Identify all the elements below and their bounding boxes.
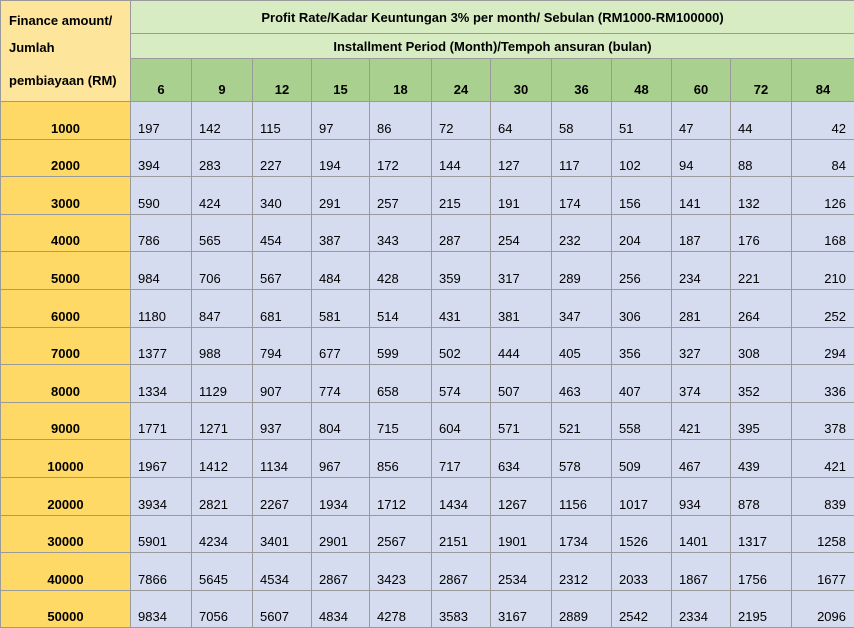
installment-value-cell: 264: [731, 289, 792, 327]
installment-value-cell: 5607: [253, 590, 312, 628]
installment-value-cell: 256: [612, 252, 672, 290]
installment-value-cell: 7056: [192, 590, 253, 628]
period-header-cell: 15: [312, 59, 370, 102]
table-row: [1, 252, 854, 290]
installment-value-cell: 232: [552, 214, 612, 252]
installment-value-cell: 1258: [792, 515, 854, 553]
period-header-cell: 36: [552, 59, 612, 102]
installment-value-cell: 967: [312, 440, 370, 478]
installment-value-cell: 51: [612, 102, 672, 140]
installment-value-cell: 715: [370, 402, 432, 440]
installment-value-cell: 847: [192, 289, 253, 327]
installment-value-cell: 1271: [192, 402, 253, 440]
installment-value-cell: 2033: [612, 553, 672, 591]
installment-value-cell: 294: [792, 327, 854, 365]
installment-value-cell: 407: [612, 365, 672, 403]
installment-value-cell: 127: [491, 139, 552, 177]
installment-period-subtitle: Installment Period (Month)/Tempoh ansuran (bulan): [131, 34, 854, 59]
installment-value-cell: 839: [792, 477, 854, 515]
installment-value-cell: 2821: [192, 477, 253, 515]
finance-amount-cell: 2000: [1, 139, 131, 177]
installment-value-cell: 132: [731, 177, 792, 215]
installment-value-cell: 5901: [131, 515, 192, 553]
installment-value-cell: 191: [491, 177, 552, 215]
period-header-cell: 72: [731, 59, 792, 102]
installment-value-cell: 176: [731, 214, 792, 252]
installment-value-cell: 221: [731, 252, 792, 290]
installment-value-cell: 774: [312, 365, 370, 403]
installment-value-cell: 252: [792, 289, 854, 327]
installment-value-cell: 359: [432, 252, 491, 290]
table-row: [1, 515, 854, 553]
installment-value-cell: 521: [552, 402, 612, 440]
installment-value-cell: 1867: [672, 553, 731, 591]
installment-value-cell: 405: [552, 327, 612, 365]
installment-value-cell: 2096: [792, 590, 854, 628]
installment-value-cell: 1434: [432, 477, 491, 515]
installment-value-cell: 327: [672, 327, 731, 365]
installment-value-cell: 558: [612, 402, 672, 440]
installment-value-cell: 2889: [552, 590, 612, 628]
installment-value-cell: 194: [312, 139, 370, 177]
installment-value-cell: 144: [432, 139, 491, 177]
installment-value-cell: 514: [370, 289, 432, 327]
installment-value-cell: 1267: [491, 477, 552, 515]
installment-value-cell: 2534: [491, 553, 552, 591]
installment-value-cell: 1526: [612, 515, 672, 553]
installment-value-cell: 187: [672, 214, 731, 252]
installment-value-cell: 1317: [731, 515, 792, 553]
table-row: [1, 553, 854, 591]
installment-value-cell: 454: [253, 214, 312, 252]
installment-value-cell: 578: [552, 440, 612, 478]
installment-value-cell: 1756: [731, 553, 792, 591]
installment-value-cell: 677: [312, 327, 370, 365]
finance-amount-cell: 9000: [1, 402, 131, 440]
table-row: [1, 102, 854, 140]
installment-value-cell: 509: [612, 440, 672, 478]
installment-value-cell: 3934: [131, 477, 192, 515]
installment-value-cell: 356: [612, 327, 672, 365]
installment-value-cell: 1334: [131, 365, 192, 403]
period-header-cell: 18: [370, 59, 432, 102]
installment-value-cell: 283: [192, 139, 253, 177]
installment-value-cell: 174: [552, 177, 612, 215]
installment-value-cell: 3583: [432, 590, 491, 628]
installment-value-cell: 42: [792, 102, 854, 140]
finance-amount-cell: 7000: [1, 327, 131, 365]
installment-value-cell: 794: [253, 327, 312, 365]
period-header-cell: 60: [672, 59, 731, 102]
table-row: [1, 327, 854, 365]
installment-value-cell: 1134: [253, 440, 312, 478]
installment-value-cell: 58: [552, 102, 612, 140]
corner-line-2: Jumlah: [9, 34, 130, 61]
table-row: [1, 590, 854, 628]
installment-value-cell: 634: [491, 440, 552, 478]
installment-value-cell: 94: [672, 139, 731, 177]
installment-value-cell: 395: [731, 402, 792, 440]
installment-value-cell: 197: [131, 102, 192, 140]
installment-value-cell: 428: [370, 252, 432, 290]
installment-value-cell: 421: [672, 402, 731, 440]
installment-value-cell: 2567: [370, 515, 432, 553]
installment-value-cell: 126: [792, 177, 854, 215]
installment-value-cell: 257: [370, 177, 432, 215]
finance-amount-cell: 1000: [1, 102, 131, 140]
installment-value-cell: 44: [731, 102, 792, 140]
installment-value-cell: 97: [312, 102, 370, 140]
table-row: [1, 477, 854, 515]
installment-value-cell: 84: [792, 139, 854, 177]
installment-value-cell: 484: [312, 252, 370, 290]
installment-value-cell: 507: [491, 365, 552, 403]
period-header-cell: 6: [131, 59, 192, 102]
finance-amount-cell: 50000: [1, 590, 131, 628]
period-header-cell: 84: [792, 59, 854, 102]
table-body: [1, 102, 854, 628]
period-header-cell: 24: [432, 59, 491, 102]
installment-value-cell: 308: [731, 327, 792, 365]
installment-value-cell: 336: [792, 365, 854, 403]
installment-value-cell: 1967: [131, 440, 192, 478]
installment-value-cell: 2901: [312, 515, 370, 553]
installment-value-cell: 717: [432, 440, 491, 478]
installment-value-cell: 5645: [192, 553, 253, 591]
installment-value-cell: 565: [192, 214, 253, 252]
installment-value-cell: 141: [672, 177, 731, 215]
period-header-cell: 12: [253, 59, 312, 102]
installment-value-cell: 2312: [552, 553, 612, 591]
installment-value-cell: 3423: [370, 553, 432, 591]
table-row: [1, 214, 854, 252]
corner-line-1: Finance amount/: [9, 7, 130, 34]
installment-value-cell: 3401: [253, 515, 312, 553]
finance-amount-header: [1, 1, 131, 102]
installment-value-cell: 502: [432, 327, 491, 365]
finance-amount-cell: 6000: [1, 289, 131, 327]
table-row: [1, 440, 854, 478]
installment-value-cell: 88: [731, 139, 792, 177]
installment-value-cell: 1901: [491, 515, 552, 553]
installment-value-cell: 394: [131, 139, 192, 177]
installment-value-cell: 64: [491, 102, 552, 140]
installment-value-cell: 4834: [312, 590, 370, 628]
installment-value-cell: 204: [612, 214, 672, 252]
installment-value-cell: 590: [131, 177, 192, 215]
installment-value-cell: 86: [370, 102, 432, 140]
installment-value-cell: 4278: [370, 590, 432, 628]
installment-value-cell: 444: [491, 327, 552, 365]
installment-value-cell: 1180: [131, 289, 192, 327]
installment-value-cell: 467: [672, 440, 731, 478]
installment-value-cell: 571: [491, 402, 552, 440]
installment-value-cell: 7866: [131, 553, 192, 591]
installment-value-cell: 574: [432, 365, 491, 403]
installment-value-cell: 856: [370, 440, 432, 478]
installment-value-cell: 1734: [552, 515, 612, 553]
installment-value-cell: 340: [253, 177, 312, 215]
installment-value-cell: 1677: [792, 553, 854, 591]
installment-value-cell: 3167: [491, 590, 552, 628]
installment-value-cell: 1712: [370, 477, 432, 515]
installment-value-cell: 254: [491, 214, 552, 252]
finance-amount-cell: 10000: [1, 440, 131, 478]
installment-value-cell: 988: [192, 327, 253, 365]
installment-value-cell: 984: [131, 252, 192, 290]
installment-value-cell: 1129: [192, 365, 253, 403]
finance-amount-cell: 40000: [1, 553, 131, 591]
period-header-cell: 9: [192, 59, 253, 102]
period-header-cell: 48: [612, 59, 672, 102]
installment-value-cell: 381: [491, 289, 552, 327]
installment-value-cell: 227: [253, 139, 312, 177]
installment-value-cell: 347: [552, 289, 612, 327]
installment-value-cell: 431: [432, 289, 491, 327]
installment-value-cell: 378: [792, 402, 854, 440]
table-row: [1, 402, 854, 440]
installment-value-cell: 115: [253, 102, 312, 140]
installment-value-cell: 937: [253, 402, 312, 440]
installment-value-cell: 934: [672, 477, 731, 515]
installment-value-cell: 439: [731, 440, 792, 478]
table-row: [1, 177, 854, 215]
installment-value-cell: 172: [370, 139, 432, 177]
installment-value-cell: 102: [612, 139, 672, 177]
installment-value-cell: 786: [131, 214, 192, 252]
installment-value-cell: 289: [552, 252, 612, 290]
installment-value-cell: 287: [432, 214, 491, 252]
installment-value-cell: 424: [192, 177, 253, 215]
installment-value-cell: 2267: [253, 477, 312, 515]
period-header-cell: 30: [491, 59, 552, 102]
installment-value-cell: 291: [312, 177, 370, 215]
finance-amount-cell: 30000: [1, 515, 131, 553]
finance-amount-cell: 5000: [1, 252, 131, 290]
installment-value-cell: 1771: [131, 402, 192, 440]
installment-value-cell: 2334: [672, 590, 731, 628]
finance-amount-cell: 20000: [1, 477, 131, 515]
corner-line-3: pembiayaan (RM): [9, 67, 130, 94]
installment-value-cell: 2867: [312, 553, 370, 591]
installment-value-cell: 463: [552, 365, 612, 403]
installment-value-cell: 421: [792, 440, 854, 478]
installment-value-cell: 234: [672, 252, 731, 290]
installment-value-cell: 1934: [312, 477, 370, 515]
installment-value-cell: 907: [253, 365, 312, 403]
installment-value-cell: 387: [312, 214, 370, 252]
finance-amount-cell: 4000: [1, 214, 131, 252]
installment-value-cell: 681: [253, 289, 312, 327]
installment-value-cell: 142: [192, 102, 253, 140]
installment-value-cell: 47: [672, 102, 731, 140]
installment-value-cell: 1377: [131, 327, 192, 365]
installment-value-cell: 9834: [131, 590, 192, 628]
installment-value-cell: 374: [672, 365, 731, 403]
installment-value-cell: 168: [792, 214, 854, 252]
installment-value-cell: 2867: [432, 553, 491, 591]
table-row: [1, 289, 854, 327]
installment-value-cell: 1017: [612, 477, 672, 515]
installment-value-cell: 599: [370, 327, 432, 365]
installment-value-cell: 2542: [612, 590, 672, 628]
installment-value-cell: 604: [432, 402, 491, 440]
installment-value-cell: 658: [370, 365, 432, 403]
installment-value-cell: 706: [192, 252, 253, 290]
installment-value-cell: 117: [552, 139, 612, 177]
installment-value-cell: 581: [312, 289, 370, 327]
installment-value-cell: 567: [253, 252, 312, 290]
installment-value-cell: 156: [612, 177, 672, 215]
installment-value-cell: 210: [792, 252, 854, 290]
installment-value-cell: 4534: [253, 553, 312, 591]
finance-amount-cell: 3000: [1, 177, 131, 215]
installment-value-cell: 2195: [731, 590, 792, 628]
installment-value-cell: 72: [432, 102, 491, 140]
installment-value-cell: 343: [370, 214, 432, 252]
installment-value-cell: 878: [731, 477, 792, 515]
installment-value-cell: 2151: [432, 515, 491, 553]
installment-value-cell: 804: [312, 402, 370, 440]
installment-value-cell: 1156: [552, 477, 612, 515]
finance-amount-cell: 8000: [1, 365, 131, 403]
installment-value-cell: 4234: [192, 515, 253, 553]
installment-value-cell: 352: [731, 365, 792, 403]
installment-value-cell: 1412: [192, 440, 253, 478]
installment-value-cell: 215: [432, 177, 491, 215]
table-row: [1, 139, 854, 177]
table-row: [1, 365, 854, 403]
installment-value-cell: 1401: [672, 515, 731, 553]
profit-rate-title: Profit Rate/Kadar Keuntungan 3% per month/ Sebulan (RM1000-RM100000): [131, 1, 854, 34]
installment-value-cell: 317: [491, 252, 552, 290]
installment-value-cell: 306: [612, 289, 672, 327]
installment-value-cell: 281: [672, 289, 731, 327]
